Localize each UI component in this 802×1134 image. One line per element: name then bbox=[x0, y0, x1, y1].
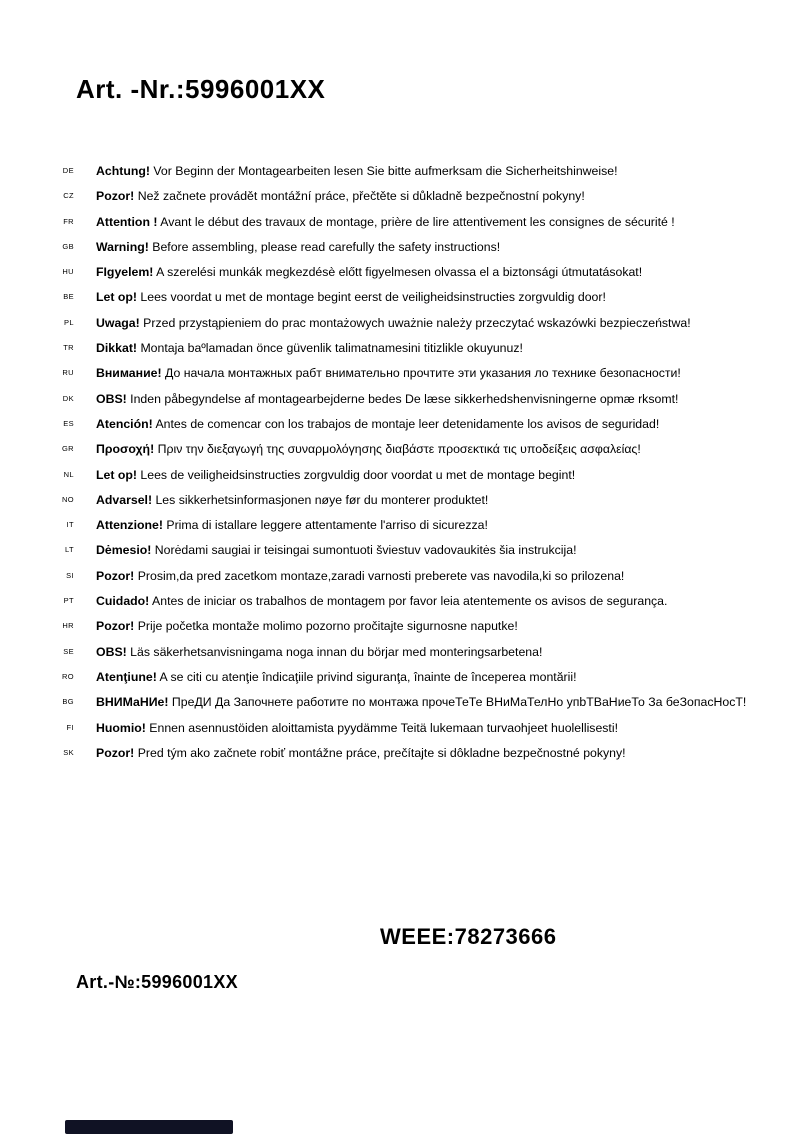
warning-lead: Attenzione! bbox=[96, 518, 163, 533]
warning-lead: Let op! bbox=[96, 290, 137, 305]
language-code: PT bbox=[63, 596, 74, 606]
warning-rest: Antes de comencar con los trabajos de montaje leer detenidamente los avisos de seguridad! bbox=[155, 416, 660, 431]
warning-text bbox=[96, 215, 675, 230]
warning-rest: A se citi cu atenţie îndicaţiile privind siguranţa, înainte de începerea montării! bbox=[159, 669, 577, 684]
warning-row bbox=[38, 493, 778, 518]
warning-row bbox=[38, 619, 778, 644]
warning-text bbox=[96, 316, 691, 331]
warning-lead: Pozor! bbox=[96, 568, 135, 583]
warning-text bbox=[96, 746, 626, 761]
warning-text bbox=[96, 721, 618, 736]
warning-row bbox=[38, 695, 778, 720]
warning-row bbox=[38, 265, 778, 290]
warning-rest: ПреДИ Да Започнете работите по монтажа прочеТеТе ВНиМаТелНо упbТВаНиеТо За беЗопасНосТ! bbox=[171, 695, 747, 710]
warning-rest: Norėdami saugiai ir teisingai sumontuoti šviestuv vadovaukitės šia instrukcija! bbox=[154, 543, 577, 558]
warning-lead: Attention ! bbox=[96, 214, 158, 229]
warning-text bbox=[96, 543, 576, 558]
warning-row bbox=[38, 164, 778, 189]
warning-rest: Przed przystąpieniem do prac montażowych uważnie należy przeczytać wskazówki bezpieczeństwa! bbox=[143, 315, 691, 330]
warning-rest: Before assembling, please read carefully the safety instructions! bbox=[152, 239, 501, 254]
warning-rest: Lees voordat u met de montage begint eerst de veiligheidsinstructies zorgvuldig door! bbox=[140, 290, 606, 305]
warning-text bbox=[96, 341, 523, 356]
language-code: CZ bbox=[63, 191, 74, 201]
warning-row bbox=[38, 518, 778, 543]
warning-text bbox=[96, 265, 642, 280]
warning-row bbox=[38, 240, 778, 265]
warning-lead: ВНИМаНИе! bbox=[96, 695, 169, 710]
warning-lead: FIgyelem! bbox=[96, 265, 154, 280]
language-code: RU bbox=[62, 368, 74, 378]
warning-row bbox=[38, 569, 778, 594]
warning-row bbox=[38, 392, 778, 417]
warning-row bbox=[38, 721, 778, 746]
warning-lead: Warning! bbox=[96, 239, 149, 254]
warning-row bbox=[38, 645, 778, 670]
warning-lead: Pozor! bbox=[96, 745, 135, 760]
warning-text bbox=[96, 569, 624, 584]
warning-lead: OBS! bbox=[96, 644, 127, 659]
warning-lead: OBS! bbox=[96, 391, 127, 406]
warning-text bbox=[96, 417, 659, 432]
footer-bar bbox=[65, 1120, 233, 1134]
warning-rest: Prima di istallare leggere attentamente l'arriso di sicurezza! bbox=[166, 518, 488, 533]
warning-lead: Huomio! bbox=[96, 720, 146, 735]
warning-lead: Advarsel! bbox=[96, 492, 153, 507]
warning-text bbox=[96, 619, 518, 634]
language-code: DK bbox=[62, 393, 74, 403]
warning-text bbox=[96, 695, 746, 710]
language-code: TR bbox=[63, 343, 74, 353]
warning-row bbox=[38, 215, 778, 240]
warning-row bbox=[38, 746, 778, 771]
warning-text bbox=[96, 518, 488, 533]
warning-rest: Pred tým ako začnete robiť montážne práce, prečítajte si dôkladne bezpečnostné pokyny! bbox=[137, 745, 626, 760]
warning-lead: Atención! bbox=[96, 416, 153, 431]
warning-text bbox=[96, 290, 606, 305]
language-code: RO bbox=[61, 671, 74, 681]
warning-text bbox=[96, 240, 500, 255]
warning-text bbox=[96, 442, 641, 457]
warning-lead: Cuidado! bbox=[96, 594, 150, 609]
warning-row bbox=[38, 468, 778, 493]
warning-rest: Les sikkerhetsinformasjonen nøye før du monterer produktet! bbox=[155, 492, 489, 507]
warning-rest: Montaja baºlamadan önce güvenlik talimatnamesini titizlikle okuyunuz! bbox=[140, 341, 523, 356]
warning-lead: Προσοχή! bbox=[96, 442, 155, 457]
warning-lead: Dikkat! bbox=[96, 341, 138, 356]
warning-row bbox=[38, 594, 778, 619]
warning-row bbox=[38, 366, 778, 391]
language-code: HR bbox=[62, 621, 74, 631]
warning-rest: Prije početka montaže molimo pozorno pročitajte sigurnosne naputke! bbox=[137, 619, 518, 634]
language-code: NL bbox=[63, 469, 74, 479]
warning-rest: Než začnete provádět montážní práce, přečtěte si důkladně bezpečnostní pokyny! bbox=[137, 189, 585, 204]
warning-lead: Dėmesio! bbox=[96, 543, 152, 558]
warning-lead: Uwaga! bbox=[96, 315, 140, 330]
warnings-list bbox=[38, 164, 778, 771]
warning-text bbox=[96, 468, 575, 483]
warning-lead: Pozor! bbox=[96, 619, 135, 634]
warning-lead: Let op! bbox=[96, 467, 137, 482]
warning-row bbox=[38, 189, 778, 214]
language-code: HU bbox=[62, 267, 74, 277]
warning-rest: Antes de iniciar os trabalhos de montagem por favor leia atentemente os avisos de segurança. bbox=[152, 594, 668, 609]
warning-rest: Πριν την διεξαγωγή της συναρμολόγησης διαβάστε προσεκτικά τις υποδείξεις ασφαλείας! bbox=[157, 442, 641, 457]
warning-row bbox=[38, 316, 778, 341]
warning-text bbox=[96, 366, 681, 381]
warning-rest: Läs säkerhetsanvisningama noga innan du börjar med monteringsarbetena! bbox=[130, 644, 543, 659]
language-code: FR bbox=[63, 216, 74, 226]
language-code: GB bbox=[62, 241, 74, 251]
language-code: FI bbox=[66, 722, 74, 732]
warning-rest: Inden påbegyndelse af montagearbejderne bedes De læse sikkerhedshenvisningerne opmæ rksomt! bbox=[130, 391, 679, 406]
warning-text bbox=[96, 392, 678, 407]
weee-number: WEEE:78273666 bbox=[380, 924, 557, 949]
warning-text bbox=[96, 670, 577, 685]
language-code: NO bbox=[61, 494, 74, 504]
warning-rest: Avant le début des travaux de montage, prière de lire attentivement les consignes de sécurité ! bbox=[160, 214, 675, 229]
page-title: Art. -Nr.:5996001XX bbox=[76, 74, 326, 104]
warning-text bbox=[96, 164, 618, 179]
language-code: SE bbox=[63, 646, 74, 656]
language-code: DE bbox=[62, 166, 74, 175]
warning-row bbox=[38, 341, 778, 366]
warning-lead: Achtung! bbox=[96, 164, 150, 178]
warning-row bbox=[38, 543, 778, 568]
language-code: GR bbox=[61, 444, 74, 454]
warning-lead: Atenţiune! bbox=[96, 669, 157, 684]
warning-text bbox=[96, 594, 667, 609]
language-code: BG bbox=[62, 697, 74, 707]
warning-rest: A szerelési munkák megkezdésè előtt figyelmesen olvassa el a biztonsági útmutatásokat! bbox=[156, 265, 643, 280]
warning-lead: Внимание! bbox=[96, 366, 162, 381]
language-code: ES bbox=[63, 418, 74, 428]
article-number: Art.-№:5996001XX bbox=[76, 972, 238, 992]
language-code: BE bbox=[63, 292, 74, 302]
warning-lead: Pozor! bbox=[96, 189, 135, 204]
warning-text bbox=[96, 645, 542, 660]
warning-rest: Lees de veiligheidsinstructies zorgvuldig door voordat u met de montage begint! bbox=[140, 467, 576, 482]
language-code: IT bbox=[66, 520, 74, 530]
warning-text bbox=[96, 189, 585, 204]
warning-rest: Vor Beginn der Montagearbeiten lesen Sie bitte aufmerksam die Sicherheitshinweise! bbox=[153, 164, 618, 178]
warning-row bbox=[38, 442, 778, 467]
warning-row bbox=[38, 290, 778, 315]
warning-rest: Ennen asennustöiden aloittamista pyydämme Teitä lukemaan turvaohjeet huolellisesti! bbox=[149, 720, 618, 735]
warning-row bbox=[38, 417, 778, 442]
language-code: PL bbox=[64, 317, 74, 327]
warning-text bbox=[96, 493, 488, 508]
language-code: LT bbox=[65, 545, 74, 555]
warning-rest: До начала монтажных рабт внимательно прочтите эти указания ло технике безопасности! bbox=[164, 366, 681, 381]
warning-row bbox=[38, 670, 778, 695]
language-code: SI bbox=[66, 570, 74, 580]
warning-rest: Prosim,da pred zacetkom montaze,zaradi varnosti preberete vas navodila,ki so prilozena! bbox=[137, 568, 625, 583]
language-code: SK bbox=[63, 747, 74, 757]
